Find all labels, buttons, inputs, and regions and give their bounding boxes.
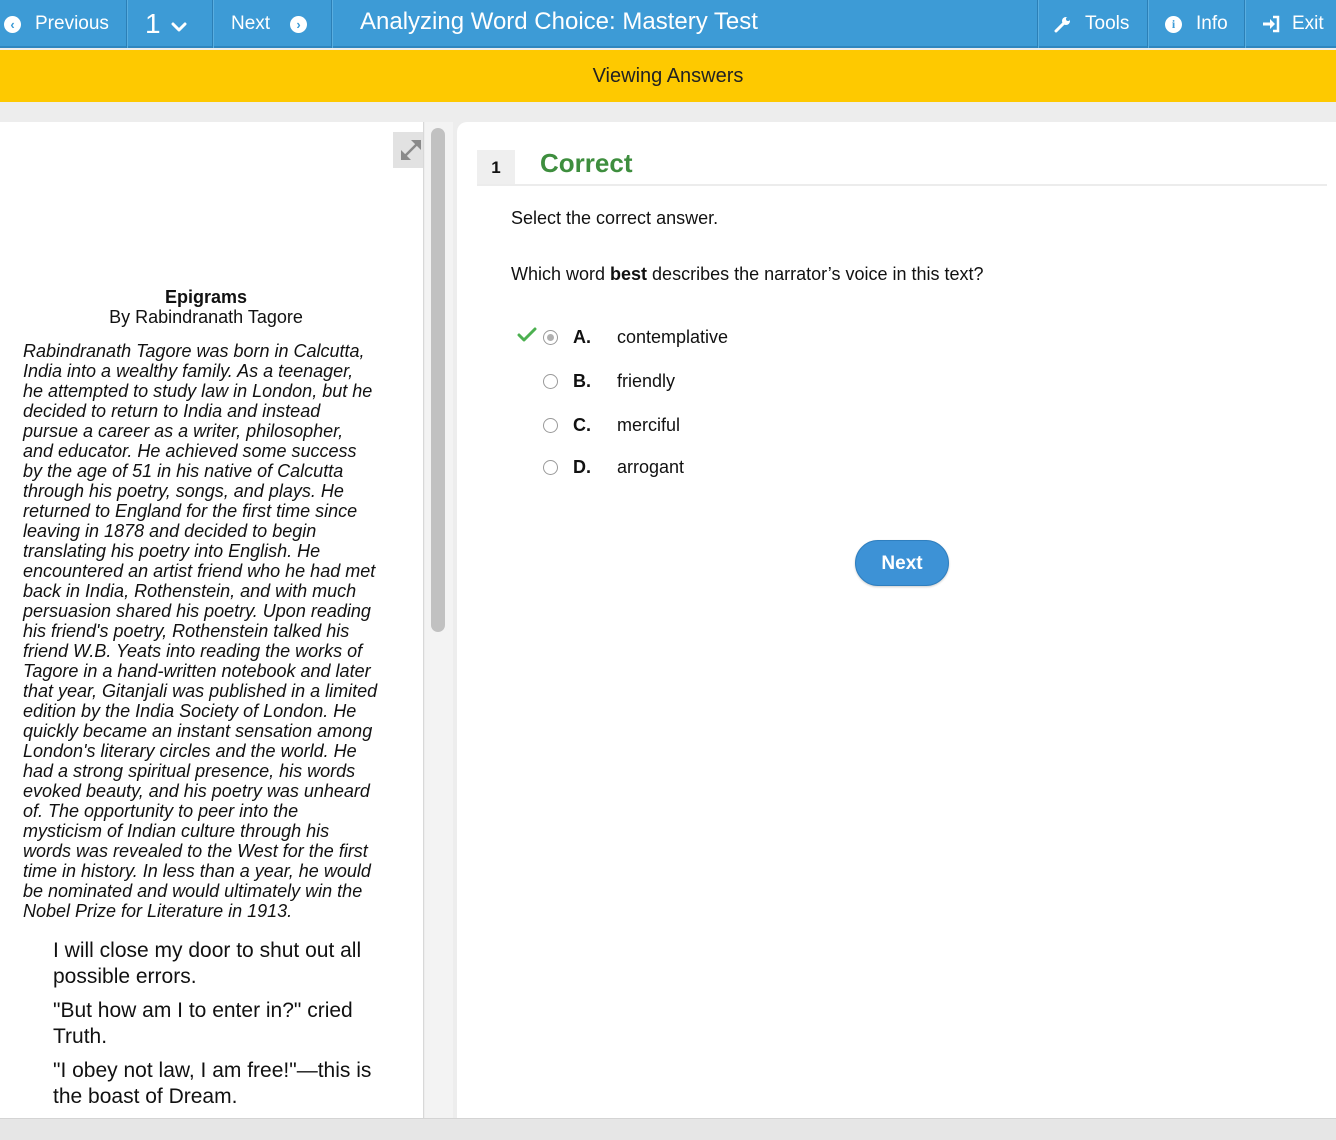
passage-intro-line: had a strong spiritual presence, his words: [23, 761, 356, 781]
option-text: arrogant: [617, 456, 685, 477]
info-label: Info: [1196, 13, 1228, 34]
passage-intro-line: encountered an artist friend who he had met: [23, 561, 376, 581]
passage-intro-line: decided to return to India and instead: [23, 401, 321, 421]
toolbar-divider: [1244, 0, 1245, 48]
exit-label: Exit: [1292, 13, 1324, 34]
passage-pane: [0, 122, 424, 1118]
passage-intro-line: persuasion shared his poetry. Upon reading: [23, 601, 371, 621]
radio-button[interactable]: [543, 330, 558, 345]
next-nav-button[interactable]: [231, 0, 307, 48]
passage-intro-line: edition by the India Society of London. He: [23, 701, 357, 721]
scrollbar-thumb[interactable]: [431, 128, 445, 632]
passage-intro-line: back in India, Rothenstein, and with much: [23, 581, 357, 601]
toolbar-divider: [126, 0, 127, 48]
next-nav-label: Next: [231, 13, 271, 34]
passage-intro-line: mysticism of Indian culture through his: [23, 821, 330, 841]
passage-intro-line: of. The opportunity to peer into the: [23, 801, 299, 821]
passage-intro-line: Rabindranath Tagore was born in Calcutta,: [23, 341, 365, 361]
question-pane: [457, 122, 1336, 1118]
answer-status: Correct: [540, 148, 633, 178]
passage-intro-line: his friend's poetry, Rothenstein talked his: [23, 621, 350, 641]
passage-intro-line: be nominated and would ultimately win the: [23, 881, 363, 901]
passage-intro: [23, 341, 398, 921]
passage-intro-line: friend W.B. Yeats into reading the works of: [23, 641, 363, 661]
poem-line: "But how am I to enter in?" cried Truth.: [53, 999, 353, 1048]
previous-label: Previous: [35, 13, 109, 34]
passage-intro-line: by the age of 51 in his native of Calcutta: [23, 461, 344, 481]
passage-intro-line: translating his poetry into English. He: [23, 541, 321, 561]
passage-scrollbar[interactable]: [425, 122, 453, 1118]
passage-intro-line: returned to England for the first time since: [23, 501, 358, 521]
previous-button[interactable]: [4, 0, 109, 48]
radio-button[interactable]: [543, 374, 558, 389]
viewing-answers-banner: Viewing Answers: [0, 50, 1336, 102]
circle-arrow-right-icon: ›: [290, 16, 307, 33]
question-instruction: Select the correct answer.: [511, 208, 719, 228]
divider: [477, 184, 1327, 186]
circle-arrow-left-icon: ‹: [4, 16, 21, 33]
prompt-emphasis: best: [610, 264, 648, 284]
question-selector[interactable]: [145, 0, 187, 48]
passage-intro-line: London's literary circles and the world. He: [23, 741, 357, 761]
tools-label: Tools: [1085, 13, 1130, 34]
expand-button[interactable]: [393, 132, 424, 168]
tools-button[interactable]: [1054, 0, 1129, 48]
passage-intro-line: pursue a career as a writer, philosopher,: [23, 421, 344, 441]
poem: [53, 938, 398, 1118]
option-letter: A.: [573, 326, 591, 347]
passage-intro-line: through his poetry, songs, and plays. He: [23, 481, 344, 501]
passage-intro-line: Nobel Prize for Literature in 1913.: [23, 901, 293, 921]
toolbar-divider: [1037, 0, 1038, 48]
toolbar-divider: [331, 0, 332, 48]
poem-line: I will close my door to shut out all possible errors.: [53, 939, 362, 988]
question-number-badge: 1: [477, 150, 515, 186]
expand-arrows-icon: [398, 137, 424, 163]
info-circle-icon: i: [1165, 16, 1182, 33]
passage-byline: By Rabindranath Tagore: [109, 307, 303, 327]
next-button[interactable]: Next: [855, 540, 949, 586]
option-letter: C.: [573, 414, 591, 435]
passage-intro-line: time in history. In less than a year, he would: [23, 861, 371, 881]
option-text: merciful: [617, 414, 681, 435]
top-toolbar: [0, 0, 1336, 48]
passage-intro-line: leaving in 1878 and decided to begin: [23, 521, 317, 541]
option-text: contemplative: [617, 326, 729, 347]
prompt-text: describes the narrator’s voice in this text?: [647, 264, 984, 284]
prompt-text: Which word: [511, 264, 611, 284]
option-letter: B.: [573, 370, 591, 391]
question-prompt: [511, 264, 984, 285]
passage-intro-line: India into a wealthy family. As a teenager,: [23, 361, 354, 381]
info-button[interactable]: [1165, 0, 1228, 48]
option-letter: D.: [573, 456, 591, 477]
poem-line: "I obey not law, I am free!"—this is the boast of Dream.: [53, 1059, 372, 1108]
toolbar-divider: [1147, 0, 1148, 48]
sign-in-icon: [1262, 15, 1280, 33]
option-text: friendly: [617, 370, 676, 391]
passage-intro-line: he attempted to study law in London, but he: [23, 381, 373, 401]
question-number: 1: [145, 8, 161, 39]
chevron-down-icon: [171, 21, 187, 33]
passage-title: Epigrams: [164, 287, 248, 307]
passage-intro-line: Tagore in a hand-written notebook and later: [23, 661, 371, 681]
radio-button[interactable]: [543, 418, 558, 433]
passage-intro-line: quickly became an instant sensation among: [23, 721, 373, 741]
wrench-icon: [1054, 15, 1072, 33]
bottom-border: [0, 1118, 1336, 1140]
passage-intro-line: words was revealed to the West for the first: [23, 841, 368, 861]
radio-button[interactable]: [543, 460, 558, 475]
passage-intro-line: and educator. He achieved some success: [23, 441, 357, 461]
passage-intro-line: evoked beauty, and his poetry was unheard: [23, 781, 370, 801]
checkmark-icon: [517, 327, 537, 343]
exit-button[interactable]: [1262, 0, 1324, 48]
passage-intro-line: that year, Gitanjali was published in a limited: [23, 681, 378, 701]
test-title: Analyzing Word Choice: Mastery Test: [360, 8, 758, 35]
toolbar-divider: [212, 0, 213, 48]
